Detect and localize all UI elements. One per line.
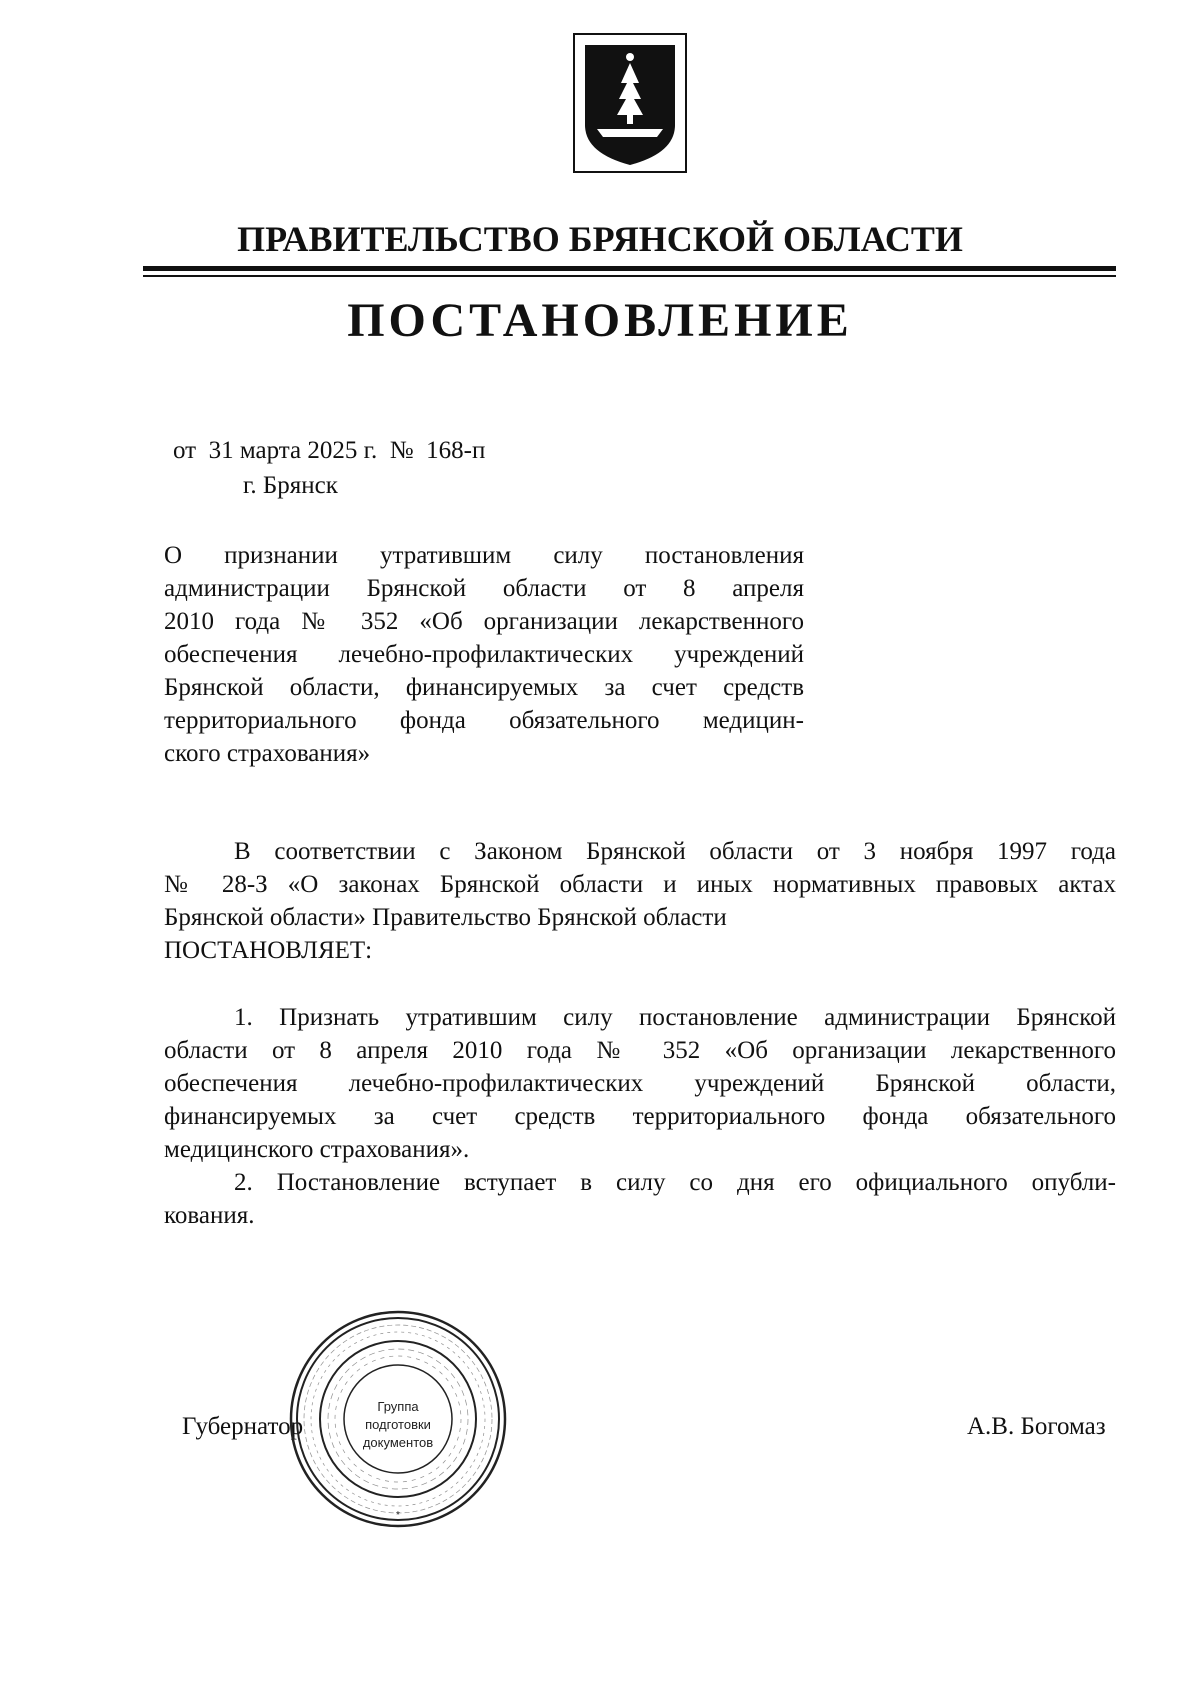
paragraph-line: финансируемых за счет средств территориального фонда обязательного	[164, 1103, 1116, 1130]
paragraph-line: области от 8 апреля 2010 года № 352 «Об организации лекарственного	[164, 1037, 1116, 1064]
seal-text-line: документов	[362, 1435, 434, 1450]
subject-line: ского страхования»	[164, 740, 371, 767]
subject-line: Брянской области, финансируемых за счет средств	[164, 674, 804, 701]
header-rule-thick	[143, 266, 1116, 271]
document-dateline: от 31 марта 2025 г. № 168-п	[173, 437, 486, 464]
paragraph-line: № 28-З «О законах Брянской области и иных нормативных правовых актах	[164, 871, 1116, 898]
paragraph-line: 2. Постановление вступает в силу со дня его официального опубли-	[234, 1169, 1116, 1196]
signer-title: Губернатор	[182, 1413, 304, 1440]
paragraph-line: медицинского страхования».	[164, 1136, 470, 1163]
resolves-heading: ПОСТАНОВЛЯЕТ:	[164, 937, 373, 964]
paragraph-line: Брянской области» Правительство Брянской области	[164, 904, 727, 931]
seal-inner-text	[340, 1398, 456, 1452]
government-title: ПРАВИТЕЛЬСТВО БРЯНСКОЙ ОБЛАСТИ	[237, 219, 963, 259]
paragraph-line: В соответствии с Законом Брянской области от 3 ноября 1997 года	[234, 838, 1116, 865]
document-city: г. Брянск	[243, 472, 338, 499]
subject-line: 2010 года № 352 «Об организации лекарственного	[164, 608, 804, 635]
document-type-title: ПОСТАНОВЛЕНИЕ	[347, 294, 853, 347]
signer-name: А.В. Богомаз	[967, 1413, 1106, 1440]
subject-line: администрации Брянской области от 8 апреля	[164, 575, 804, 602]
seal-text-line: подготовки	[365, 1417, 431, 1432]
subject-line: обеспечения лечебно-профилактических учреждений	[164, 641, 804, 668]
paragraph-line: 1. Признать утратившим силу постановление администрации Брянской	[234, 1004, 1116, 1031]
coat-of-arms-icon	[573, 33, 687, 173]
resolution-item-1	[164, 1001, 1116, 1166]
subject-line: О признании утратившим силу постановления	[164, 542, 804, 569]
preamble-paragraph	[164, 835, 1116, 967]
seal-text-line: Группа	[377, 1399, 419, 1414]
subject-line: территориального фонда обязательного медицин-	[164, 707, 804, 734]
document-subject	[164, 539, 804, 770]
paragraph-line: кования.	[164, 1202, 255, 1229]
svg-text:*: *	[396, 1510, 400, 1521]
paragraph-line: обеспечения лечебно-профилактических учреждений Брянской области,	[164, 1070, 1116, 1097]
header-rule-thin	[143, 275, 1116, 277]
resolution-item-2	[164, 1166, 1116, 1232]
